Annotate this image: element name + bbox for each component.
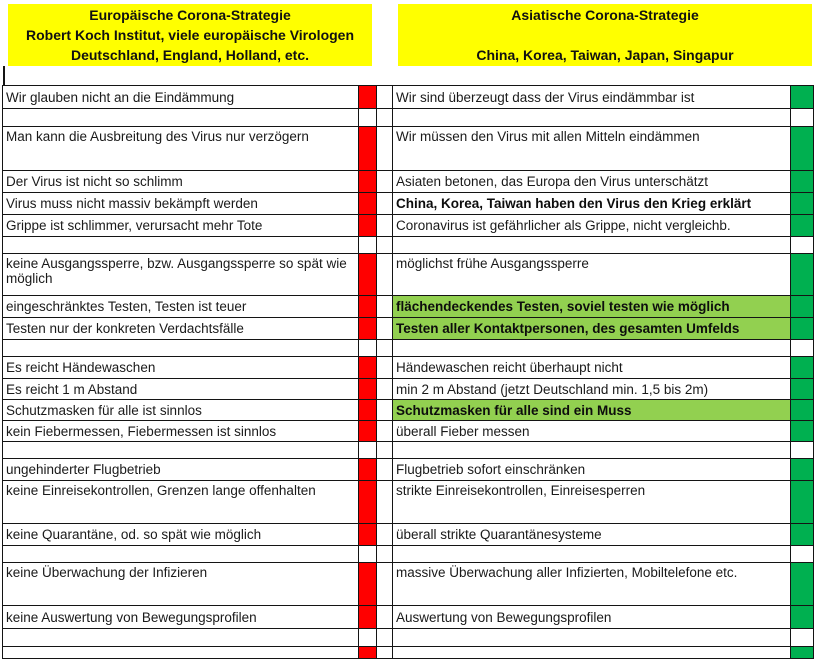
- table-row: [3, 379, 814, 400]
- asian-strategy-header: [398, 4, 812, 66]
- right-flag-cell: [791, 340, 814, 357]
- table-row: [3, 193, 814, 215]
- left-flag-cell: [359, 481, 377, 524]
- right-flag-cell: [791, 193, 814, 215]
- spacer-cell: [377, 606, 393, 629]
- table-row: [3, 318, 814, 340]
- right-flag-cell: [791, 357, 814, 379]
- spacer-cell: [377, 481, 393, 524]
- right-flag-cell: [791, 86, 814, 109]
- right-statement-cell: Testen aller Kontaktpersonen, des gesamten Umfelds: [393, 318, 791, 340]
- spacer-cell: [377, 524, 393, 546]
- right-statement-cell: Auswertung von Bewegungsprofilen: [393, 606, 791, 629]
- left-statement-cell: keine Überwachung der Infizieren: [3, 563, 359, 606]
- left-flag-cell: [359, 193, 377, 215]
- left-statement-cell: Man kann die Ausbreitung des Virus nur verzögern: [3, 127, 359, 171]
- right-flag-cell: [791, 442, 814, 459]
- right-flag-cell: [791, 254, 814, 296]
- right-flag-cell: [791, 400, 814, 421]
- table-row: [3, 481, 814, 524]
- left-statement-cell: keine Quarantäne, od. so spät wie möglich: [3, 524, 359, 546]
- asian-header-line-1: Asiatische Corona-Strategie: [511, 7, 699, 23]
- right-flag-cell: [791, 127, 814, 171]
- spacer-cell: [377, 296, 393, 318]
- right-statement-cell: Wir sind überzeugt dass der Virus eindämmbar ist: [393, 86, 791, 109]
- left-flag-cell: [359, 524, 377, 546]
- table-row: [3, 215, 814, 237]
- right-flag-cell: [791, 563, 814, 606]
- table-left-border-tick: [3, 66, 5, 85]
- right-flag-cell: [791, 524, 814, 546]
- right-statement-cell: Asiaten betonen, das Europa den Virus unterschätzt: [393, 171, 791, 193]
- right-statement-cell: Schutzmasken für alle sind ein Muss: [393, 400, 791, 421]
- left-statement-cell: ungehinderter Flugbetrieb: [3, 459, 359, 481]
- spacer-cell: [377, 629, 393, 647]
- right-statement-cell: [393, 442, 791, 459]
- right-statement-cell: [393, 546, 791, 563]
- spacer-cell: [377, 171, 393, 193]
- left-flag-cell: [359, 379, 377, 400]
- spacer-cell: [377, 86, 393, 109]
- right-statement-cell: [393, 340, 791, 357]
- left-flag-cell: [359, 442, 377, 459]
- table-row: [3, 606, 814, 629]
- european-header-line-2: Robert Koch Institut, viele europäische Virologen: [25, 27, 355, 43]
- right-statement-cell: [393, 237, 791, 254]
- right-statement-cell: flächendeckendes Testen, soviel testen wie möglich: [393, 296, 791, 318]
- right-flag-cell: [791, 629, 814, 647]
- right-statement-cell: möglichst frühe Ausgangssperre: [393, 254, 791, 296]
- table-row: [3, 563, 814, 606]
- left-flag-cell: [359, 296, 377, 318]
- spacer-row: [3, 629, 814, 647]
- left-statement-cell: [3, 340, 359, 357]
- right-statement-cell: Coronavirus ist gefährlicher als Grippe, nicht vergleichb.: [393, 215, 791, 237]
- table-row: [3, 296, 814, 318]
- right-flag-cell: [791, 296, 814, 318]
- table-row: [3, 524, 814, 546]
- spacer-cell: [377, 127, 393, 171]
- left-statement-cell: Virus muss nicht massiv bekämpft werden: [3, 193, 359, 215]
- left-flag-cell: [359, 606, 377, 629]
- left-flag-cell: [359, 318, 377, 340]
- right-flag-cell: [791, 606, 814, 629]
- left-flag-cell: [359, 563, 377, 606]
- left-statement-cell: [3, 237, 359, 254]
- right-statement-cell: strikte Einreisekontrollen, Einreisesperren: [393, 481, 791, 524]
- left-flag-cell: [359, 459, 377, 481]
- right-statement-cell: Flugbetrieb sofort einschränken: [393, 459, 791, 481]
- spacer-cell: [377, 193, 393, 215]
- table-row: [3, 400, 814, 421]
- right-flag-cell: [791, 215, 814, 237]
- spacer-cell: [377, 459, 393, 481]
- left-flag-cell: [359, 400, 377, 421]
- left-statement-cell: Schutzmasken für alle ist sinnlos: [3, 400, 359, 421]
- left-statement-cell: keine Ausgangssperre, bzw. Ausgangssperre so spät wie möglich: [3, 254, 359, 296]
- right-flag-cell: [791, 481, 814, 524]
- right-statement-cell: überall strikte Quarantänesysteme: [393, 524, 791, 546]
- european-header-line-3: Deutschland, England, Holland, etc.: [70, 47, 310, 63]
- left-flag-cell: [359, 215, 377, 237]
- right-flag-cell: [791, 237, 814, 254]
- left-statement-cell: kein Fiebermessen, Fiebermessen ist sinnlos: [3, 421, 359, 442]
- comparison-table: [2, 85, 814, 659]
- spacer-cell: [377, 357, 393, 379]
- right-statement-cell: [393, 629, 791, 647]
- left-statement-cell: keine Einreisekontrollen, Grenzen lange offenhalten: [3, 481, 359, 524]
- left-flag-cell: [359, 109, 377, 127]
- spacer-row: [3, 237, 814, 254]
- asian-header-line-3: China, Korea, Taiwan, Japan, Singapur: [476, 47, 734, 63]
- table-row: [3, 254, 814, 296]
- table-row: [3, 459, 814, 481]
- spacer-cell: [377, 379, 393, 400]
- left-flag-cell: [359, 171, 377, 193]
- spacer-cell: [377, 340, 393, 357]
- asian-header-line-2: [398, 25, 812, 45]
- right-statement-cell: min 2 m Abstand (jetzt Deutschland min. 1,5 bis 2m): [393, 379, 791, 400]
- european-header-line-1: Europäische Corona-Strategie: [89, 7, 291, 23]
- spacer-cell: [377, 318, 393, 340]
- left-statement-cell: Der Virus ist nicht so schlimm: [3, 171, 359, 193]
- spacer-row: [3, 546, 814, 563]
- right-statement-cell: Händewaschen reicht überhaupt nicht: [393, 357, 791, 379]
- right-flag-cell: [791, 421, 814, 442]
- left-flag-cell: [359, 340, 377, 357]
- spacer-cell: [377, 442, 393, 459]
- left-flag-cell: [359, 357, 377, 379]
- spacer-row: [3, 340, 814, 357]
- left-flag-cell: [359, 421, 377, 442]
- spacer-cell: [377, 254, 393, 296]
- right-flag-cell: [791, 379, 814, 400]
- spacer-cell: [377, 546, 393, 563]
- european-strategy-header: [8, 4, 372, 66]
- right-statement-cell: massive Überwachung aller Infizierten, Mobiltelefone etc.: [393, 563, 791, 606]
- left-statement-cell: [3, 546, 359, 563]
- left-statement-cell: [3, 109, 359, 127]
- left-statement-cell: Testen nur der konkreten Verdachtsfälle: [3, 318, 359, 340]
- table-row: [3, 127, 814, 171]
- left-statement-cell: keine Auswertung von Bewegungsprofilen: [3, 606, 359, 629]
- table-row: [3, 171, 814, 193]
- left-statement-cell: [3, 442, 359, 459]
- left-statement-cell: Es reicht Händewaschen: [3, 357, 359, 379]
- table-row: [3, 86, 814, 109]
- spacer-cell: [377, 400, 393, 421]
- right-statement-cell: überall Fieber messen: [393, 421, 791, 442]
- spacer-row: [3, 109, 814, 127]
- left-flag-cell: [359, 254, 377, 296]
- table-row: [3, 421, 814, 442]
- table-row: [3, 357, 814, 379]
- spacer-cell: [377, 237, 393, 254]
- left-statement-cell: Grippe ist schlimmer, verursacht mehr Tote: [3, 215, 359, 237]
- spacer-cell: [377, 109, 393, 127]
- left-statement-cell: eingeschränktes Testen, Testen ist teuer: [3, 296, 359, 318]
- spacer-row: [3, 442, 814, 459]
- spacer-cell: [377, 563, 393, 606]
- left-statement-cell: Wir glauben nicht an die Eindämmung: [3, 86, 359, 109]
- right-flag-cell: [791, 546, 814, 563]
- right-statement-cell: Wir müssen den Virus mit allen Mitteln eindämmen: [393, 127, 791, 171]
- right-flag-cell: [791, 109, 814, 127]
- right-statement-cell: China, Korea, Taiwan haben den Virus den Krieg erklärt: [393, 193, 791, 215]
- left-flag-cell: [359, 127, 377, 171]
- spacer-cell: [377, 215, 393, 237]
- right-flag-cell: [791, 171, 814, 193]
- left-flag-cell: [359, 546, 377, 563]
- left-flag-cell: [359, 629, 377, 647]
- left-statement-cell: [3, 629, 359, 647]
- right-flag-cell: [791, 318, 814, 340]
- left-flag-cell: [359, 86, 377, 109]
- spacer-cell: [377, 421, 393, 442]
- left-statement-cell: Es reicht 1 m Abstand: [3, 379, 359, 400]
- left-flag-cell: [359, 237, 377, 254]
- right-statement-cell: [393, 109, 791, 127]
- right-flag-cell: [791, 459, 814, 481]
